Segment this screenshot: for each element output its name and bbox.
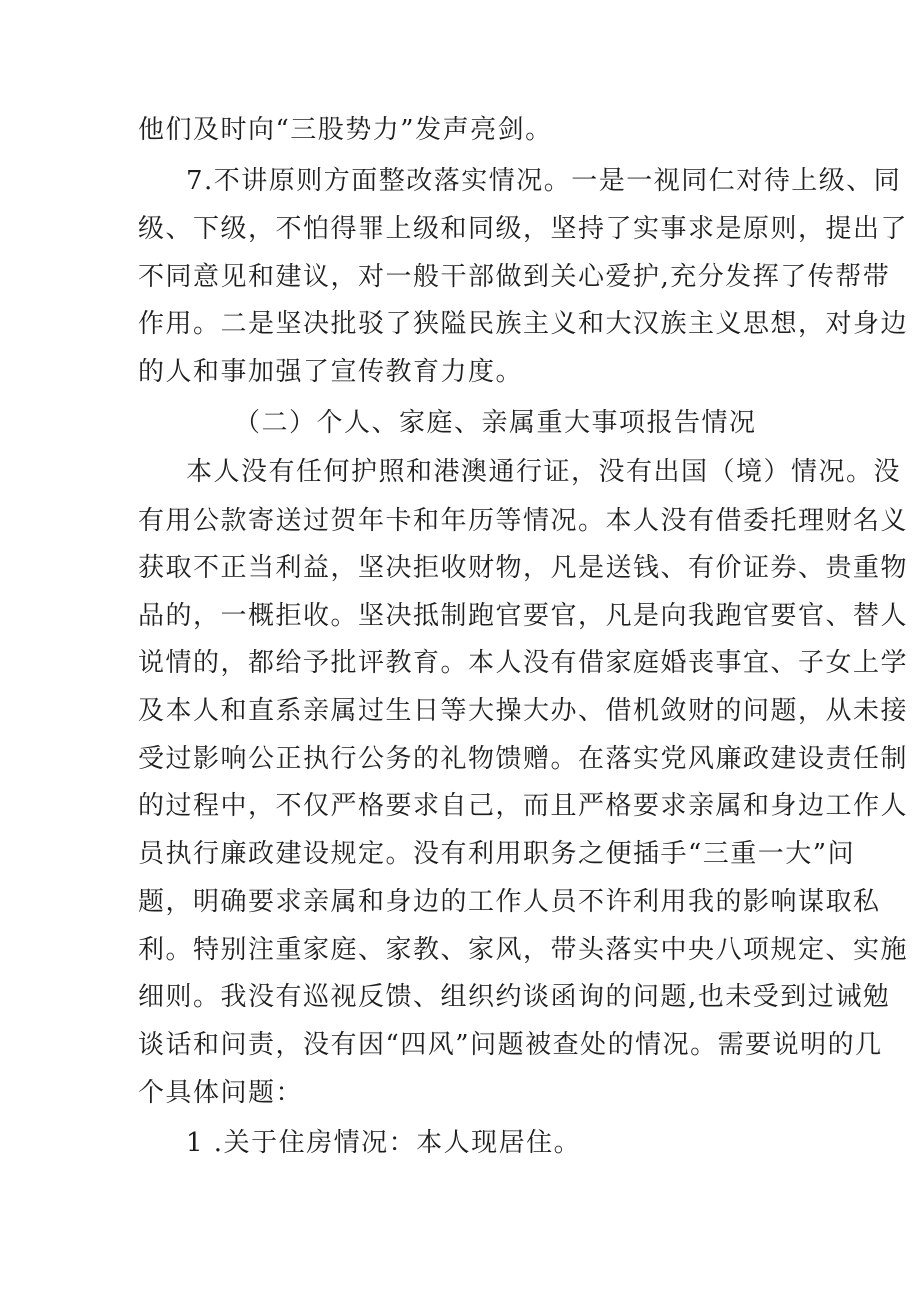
paragraph-line: 及本人和直系亲属过生日等大操大办、借机敛财的问题，从未接 xyxy=(138,696,909,726)
paragraph-line: 细则。我没有巡视反馈、组织约谈函询的问题,也未受到过诫勉 xyxy=(138,982,891,1012)
paragraph-line: 利。特别注重家庭、家教、家风，带头落实中央八项规定、实施 xyxy=(138,935,909,965)
paragraph-line: 品的，一概拒收。坚决抵制跑官要官，凡是向我跑官要官、替人 xyxy=(138,601,909,631)
paragraph-line: 有用公款寄送过贺年卡和年历等情况。本人没有借委托理财名义 xyxy=(138,506,909,536)
paragraph-line: 级、下级，不怕得罪上级和同级，坚持了实事求是原则，提出了 xyxy=(138,214,909,244)
section-heading: （二）个人、家庭、亲属重大事项报告情况 xyxy=(234,408,757,438)
paragraph-line: 的过程中，不仅严格要求自己，而且严格要求亲属和身边工作人 xyxy=(138,791,909,821)
paragraph-line: 作用。二是坚决批驳了狭隘民族主义和大汉族主义思想，对身边 xyxy=(138,309,909,339)
paragraph-line: 不同意见和建议，对一般干部做到关心爱护,充分发挥了传帮带 xyxy=(138,262,891,292)
paragraph-line: 谈话和问责，没有因“四风”问题被查处的情况。需要说明的几 xyxy=(138,1030,883,1060)
paragraph-line: 的人和事加强了宣传教育力度。 xyxy=(138,357,524,387)
paragraph-line: 员执行廉政建设规定。没有利用职务之便插手“三重一大”问 xyxy=(138,839,856,869)
paragraph-line: 获取不正当利益，坚决拒收财物，凡是送钱、有价证券、贵重物 xyxy=(138,553,909,583)
paragraph-line: 说情的，都给予批评教育。本人没有借家庭婚丧事宜、子女上学 xyxy=(138,648,909,678)
paragraph-line: 个具体问题： xyxy=(138,1078,304,1108)
paragraph-line: 他们及时向“三股势力”发声亮剑。 xyxy=(138,115,553,145)
paragraph-line: 受过影响公正执行公务的礼物馈赠。在落实党风廉政建设责任制 xyxy=(138,744,909,774)
paragraph-line: 1 .关于住房情况：本人现居住。 xyxy=(186,1128,582,1158)
paragraph-line: 本人没有任何护照和港澳通行证，没有出国（境）情况。没 xyxy=(186,457,902,487)
paragraph-line: 题，明确要求亲属和身边的工作人员不许利用我的影响谋取私 xyxy=(138,887,881,917)
paragraph-line: 7.不讲原则方面整改落实情况。一是一视同仁对待上级、同 xyxy=(186,166,902,196)
